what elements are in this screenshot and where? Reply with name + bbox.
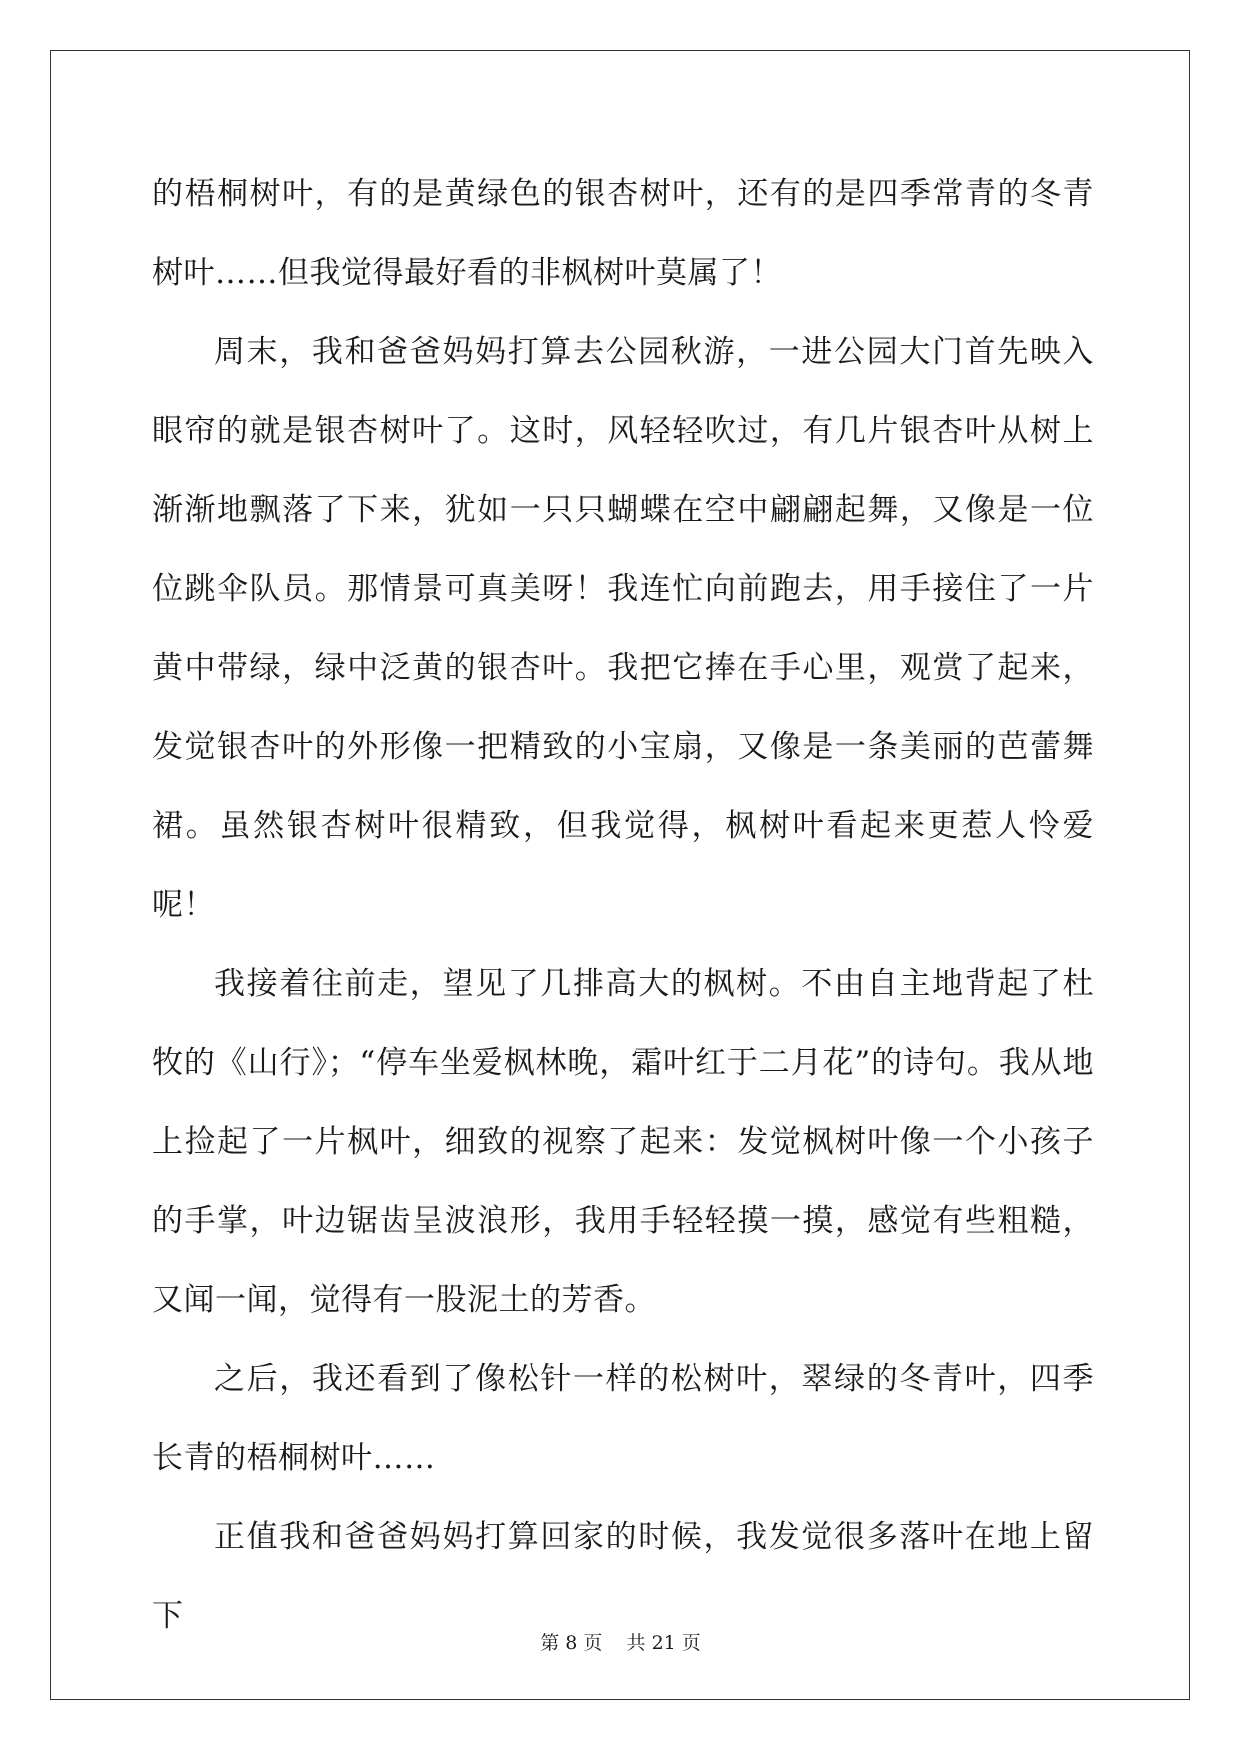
page-number: 第 8 页 (540, 1632, 603, 1654)
paragraph-2: 周末，我和爸爸妈妈打算去公园秋游，一进公园大门首先映入眼帘的就是银杏树叶了。这时，风轻轻吹过，有几片银杏叶从树上渐渐地飘落了下来，犹如一只只蝴蝶在空中翩翩起舞，又像是一位位跳伞队员。那情景可真美呀！我连忙向前跑去，用手接住了一片黄中带绿，绿中泛黄的银杏叶。我把它捧在手心里，观赏了起来，发觉银杏叶的外形像一把精致的小宝扇，又像是一条美丽的芭蕾舞裙。虽然银杏树叶很精致，但我觉得，枫树叶看起来更惹人怜爱呢！ (152, 334, 1094, 923)
page-footer (0, 1628, 1241, 1655)
document-body (152, 155, 1094, 1656)
paragraph-5: 正值我和爸爸妈妈打算回家的时候，我发觉很多落叶在地上留下 (152, 1519, 1094, 1634)
page-total: 共 21 页 (626, 1632, 701, 1654)
paragraph-1: 的梧桐树叶，有的是黄绿色的银杏树叶，还有的是四季常青的冬青树叶……但我觉得最好看的非枫树叶莫属了！ (152, 176, 1094, 291)
paragraph-3: 我接着往前走，望见了几排高大的枫树。不由自主地背起了杜牧的《山行》；“停车坐爱枫林晚，霜叶红于二月花”的诗句。我从地上捡起了一片枫叶，细致的视察了起来：发觉枫树叶像一个小孩子的手掌，叶边锯齿呈波浪形，我用手轻轻摸一摸，感觉有些粗糙，又闻一闻，觉得有一股泥土的芳香。 (152, 966, 1094, 1318)
paragraph-4: 之后，我还看到了像松针一样的松树叶，翠绿的冬青叶，四季长青的梧桐树叶…… (152, 1361, 1094, 1476)
